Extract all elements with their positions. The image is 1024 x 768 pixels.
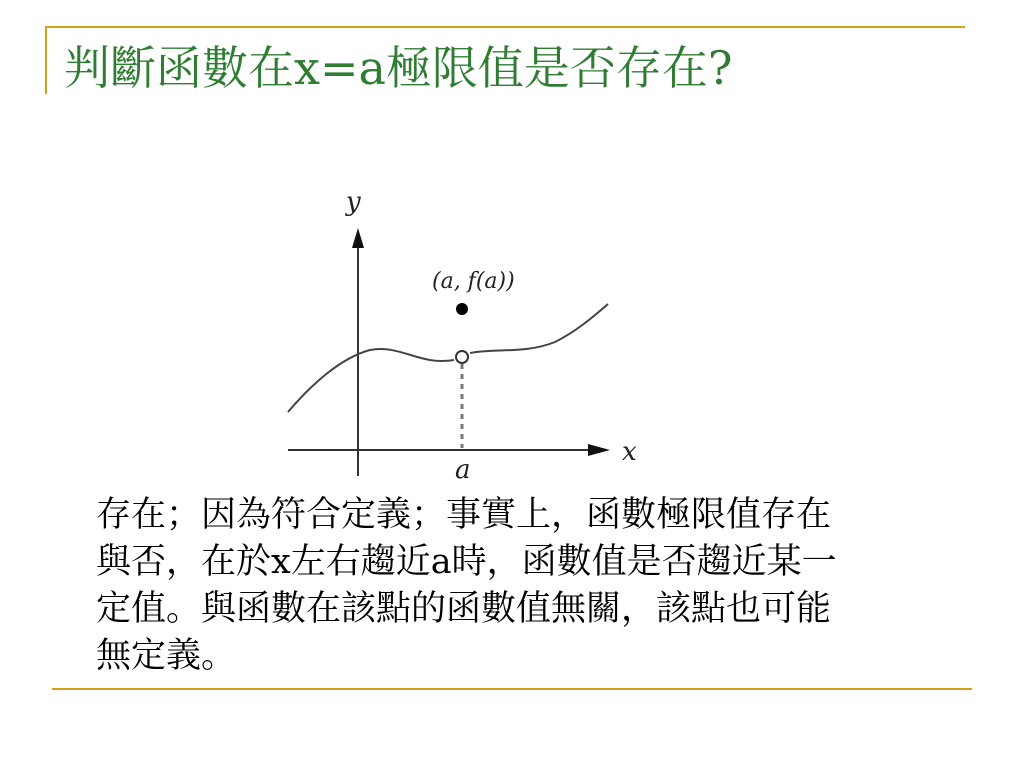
explanation-text xyxy=(96,492,946,680)
point-a-fa xyxy=(456,303,468,315)
explanation-line: 定值。與函數在該點的函數值無關，該點也可能 xyxy=(96,589,832,629)
x-axis-label: x xyxy=(622,437,637,467)
point-label: (a, f(a)) xyxy=(432,269,515,294)
y-axis-label: y xyxy=(346,187,361,217)
title-left-rule xyxy=(45,28,47,94)
open-circle-hole xyxy=(456,351,468,363)
function-curve xyxy=(288,349,454,412)
limit-diagram-svg xyxy=(270,176,660,492)
explanation-line: 無定義。 xyxy=(96,636,237,676)
limit-diagram xyxy=(270,176,660,492)
bottom-rule xyxy=(52,688,972,690)
y-axis-arrow xyxy=(352,228,364,248)
function-curve-right xyxy=(470,304,608,353)
slide-title: 判斷函數在x=a極限值是否存在? xyxy=(64,41,733,95)
explanation-line: 存在；因為符合定義；事實上，函數極限值存在 xyxy=(96,495,832,535)
explanation-line: 與否，在於x左右趨近a時，函數值是否趨近某一 xyxy=(96,542,837,582)
a-tick-label: a xyxy=(455,455,471,485)
x-axis-arrow xyxy=(588,444,610,456)
title-top-rule xyxy=(45,26,965,28)
